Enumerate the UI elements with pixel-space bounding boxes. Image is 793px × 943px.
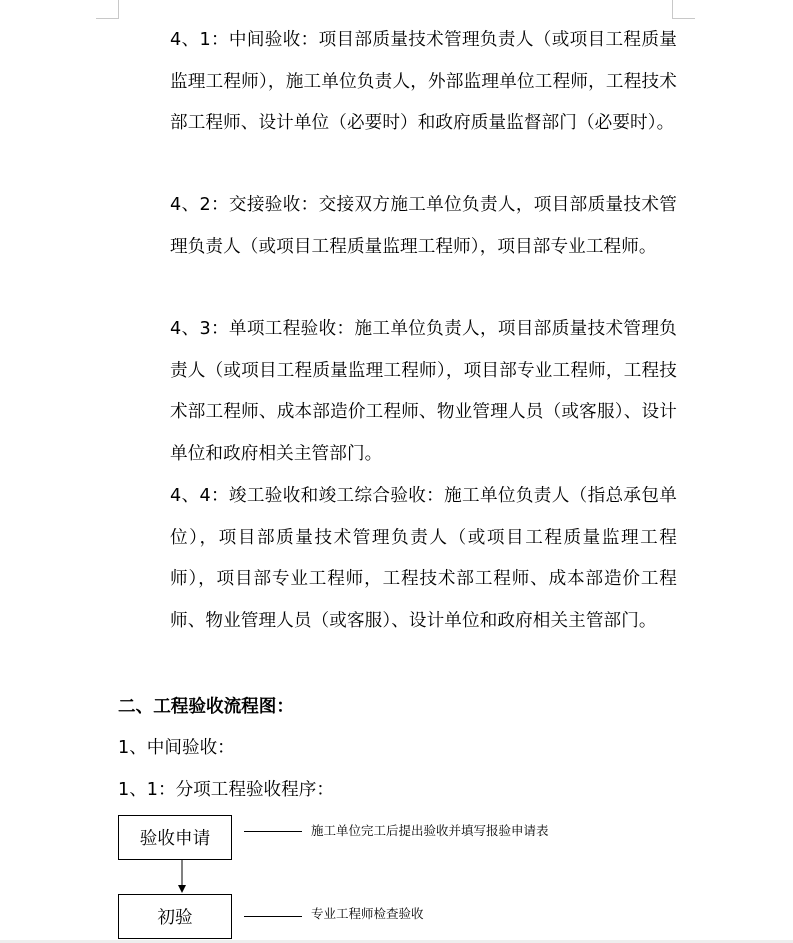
flow-connector-line [244,831,302,832]
paragraph-4-2: 4、2：交接验收：交接双方施工单位负责人，项目部质量技术管理负责人（或项目工程质量监理工程师），项目部专业工程师。 [170,195,677,257]
flow-box-acceptance-application [118,815,232,860]
paragraph-4-3: 4、3：单项工程验收：施工单位负责人，项目部质量技术管理负责人（或项目工程质量监理工程师），项目部专业工程师，工程技术部工程师、成本部造价工程师、物业管理人员（或客服）、设计单位和政府相关主管部门。 [170,319,677,464]
flow-box-label: 初验 [157,908,193,928]
page-corner-mark-left [96,0,119,19]
page-corner-mark-right [672,0,695,19]
flow-box-label: 验收申请 [139,829,211,849]
paragraph-4-1: 4、1：中间验收：项目部质量技术管理负责人（或项目工程质量监理工程师），施工单位负责人，外部监理单位工程师，工程技术部工程师、设计单位（必要时）和政府质量监督部门（必要时）。 [170,30,677,133]
flow-box-initial-inspection [118,894,232,939]
subheading-subitem-procedure: 1、1：分项工程验收程序： [118,780,334,800]
flow-note-inspection: 专业工程师检查验收 [311,906,424,921]
subheading-intermediate-acceptance: 1、中间验收： [118,738,235,758]
paragraph-4-4: 4、4：竣工验收和竣工综合验收：施工单位负责人（指总承包单位），项目部质量技术管理负责人（或项目工程质量监理工程师），项目部专业工程师，工程技术部工程师、成本部造价工程师、物业管理人员（或客服）、设计单位和政府相关主管部门。 [170,486,677,631]
flow-note-application: 施工单位完工后提出验收并填写报验申请表 [311,823,549,838]
flow-arrow-down-icon [174,860,190,894]
section-heading: 二、工程验收流程图： [118,696,294,717]
flow-connector-line [244,916,302,917]
